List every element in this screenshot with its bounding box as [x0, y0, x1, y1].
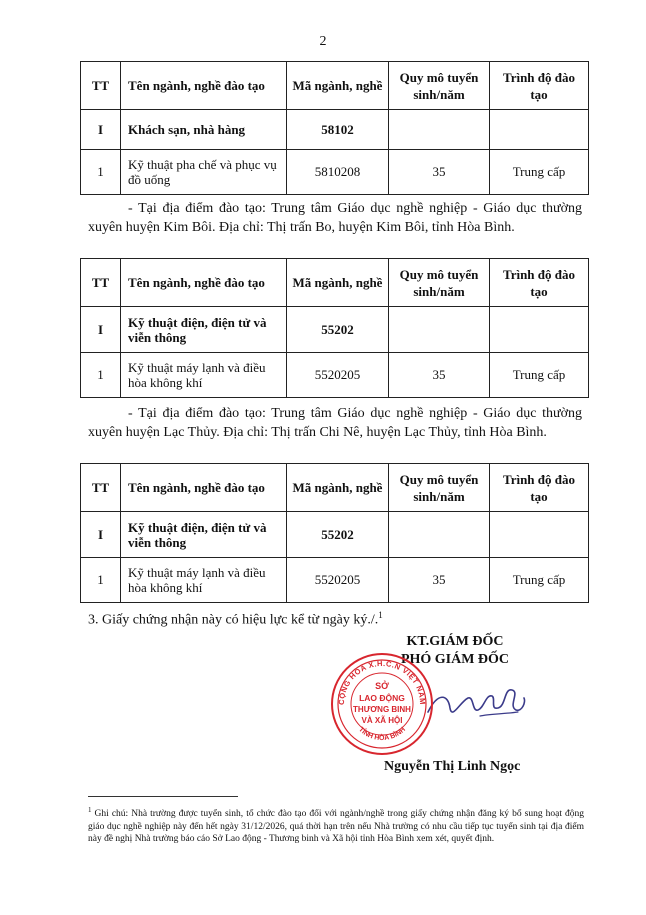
row-code: 5810208 — [287, 150, 389, 195]
signature-title-2: PHÓ GIÁM ĐỐC — [400, 652, 510, 667]
table-row — [81, 150, 589, 195]
header-scale: Quy mô tuyển sinh/năm — [389, 464, 490, 512]
stamp-line-2: LAO ĐỘNG — [359, 693, 405, 703]
group-code: 55202 — [287, 307, 389, 353]
stamp-ring-top: CỘNG HÒA X.H.C.N VIỆT NAM — [336, 658, 428, 706]
row-tt: 1 — [81, 558, 121, 603]
row-tt: 1 — [81, 353, 121, 398]
header-tt: TT — [81, 464, 121, 512]
row-scale: 35 — [389, 353, 490, 398]
training-table-2 — [80, 258, 589, 398]
header-code: Mã ngành, nghề — [287, 259, 389, 307]
header-level: Trình độ đào tạo — [490, 464, 589, 512]
table-group-row — [81, 110, 589, 150]
official-stamp — [330, 652, 434, 756]
footnote — [88, 804, 584, 846]
certificate-validity-note — [88, 610, 383, 629]
location-paragraph-1 — [88, 199, 582, 237]
handwritten-signature — [420, 672, 530, 732]
group-level — [490, 110, 589, 150]
header-scale: Quy mô tuyển sinh/năm — [389, 259, 490, 307]
header-tt: TT — [81, 62, 121, 110]
header-code: Mã ngành, nghề — [287, 62, 389, 110]
group-level — [490, 512, 589, 558]
stamp-ring-bottom: TỈNH HÒA BÌNH — [357, 726, 407, 743]
row-code: 5520205 — [287, 558, 389, 603]
footnote-marker: 1 — [88, 806, 92, 814]
group-name: Kỹ thuật điện, điện tử và viễn thông — [121, 307, 287, 353]
group-scale — [389, 307, 490, 353]
training-table-1 — [80, 61, 589, 195]
location-text-2: - Tại địa điểm đào tạo: Trung tâm Giáo dục nghề nghiệp - Giáo dục thường xuyên huyện Lạc Thủy. Địa chỉ: Thị trấn Chi Nê, huyện Lạc Thủy, tỉnh Hòa Bình. — [88, 406, 582, 440]
header-name: Tên ngành, nghề đào tạo — [121, 259, 287, 307]
table-row — [81, 353, 589, 398]
row-name: Kỹ thuật máy lạnh và điều hòa không khí — [121, 353, 287, 398]
group-level — [490, 307, 589, 353]
group-tt: I — [81, 307, 121, 353]
header-scale: Quy mô tuyển sinh/năm — [389, 62, 490, 110]
certificate-note-text: 3. Giấy chứng nhận này có hiệu lực kể từ ngày ký./. — [88, 612, 379, 628]
table-row — [81, 558, 589, 603]
footnote-reference: 1 — [378, 610, 383, 620]
header-level: Trình độ đào tạo — [490, 62, 589, 110]
table-group-row — [81, 307, 589, 353]
training-table-3 — [80, 463, 589, 603]
table-header-row — [81, 259, 589, 307]
group-tt: I — [81, 512, 121, 558]
header-name: Tên ngành, nghề đào tạo — [121, 62, 287, 110]
location-text-1: - Tại địa điểm đào tạo: Trung tâm Giáo dục nghề nghiệp - Giáo dục thường xuyên huyện Kim Bôi. Địa chỉ: Thị trấn Bo, huyện Kim Bôi, tỉnh Hòa Bình. — [88, 201, 582, 235]
group-scale — [389, 512, 490, 558]
row-scale: 35 — [389, 150, 490, 195]
row-level: Trung cấp — [490, 558, 589, 603]
header-tt: TT — [81, 259, 121, 307]
footnote-text: Ghi chú: Nhà trường được tuyển sinh, tổ chức đào tạo đối với ngành/nghề trong giấy chứng nhận đăng ký bổ sung hoạt động giáo dục nghề nghiệp này đến hết ngày 31/12/2026, quá thời hạn trên nếu Nhà trường có nhu cầu tiếp tục tuyển sinh tại địa điểm này đề nghị Nhà trường báo cáo Sở Lao động - Thương binh và Xã hội tỉnh Hòa Bình xem xét, quyết định. — [88, 809, 585, 845]
table-header-row — [81, 62, 589, 110]
location-paragraph-2 — [88, 404, 582, 442]
header-name: Tên ngành, nghề đào tạo — [121, 464, 287, 512]
group-code: 55202 — [287, 512, 389, 558]
svg-text:TỈNH HÒA BÌNH — [357, 726, 407, 742]
row-tt: 1 — [81, 150, 121, 195]
group-tt: I — [81, 110, 121, 150]
signer-name: Nguyễn Thị Linh Ngọc — [384, 759, 521, 774]
group-code: 58102 — [287, 110, 389, 150]
table-header-row — [81, 464, 589, 512]
group-scale — [389, 110, 490, 150]
footnote-divider — [88, 796, 238, 797]
stamp-line-1: SỞ — [375, 681, 389, 691]
stamp-line-4: VÀ XÃ HỘI — [361, 716, 403, 725]
row-name: Kỹ thuật máy lạnh và điều hòa không khí — [121, 558, 287, 603]
row-level: Trung cấp — [490, 150, 589, 195]
table-group-row — [81, 512, 589, 558]
row-code: 5520205 — [287, 353, 389, 398]
row-level: Trung cấp — [490, 353, 589, 398]
signature-title-1: KT.GIÁM ĐỐC — [406, 634, 504, 649]
row-name: Kỹ thuật pha chế và phục vụ đồ uống — [121, 150, 287, 195]
page-number: 2 — [319, 34, 327, 49]
group-name: Kỹ thuật điện, điện tử và viễn thông — [121, 512, 287, 558]
group-name: Khách sạn, nhà hàng — [121, 110, 287, 150]
stamp-line-3: THƯƠNG BINH — [353, 705, 411, 714]
header-code: Mã ngành, nghề — [287, 464, 389, 512]
header-level: Trình độ đào tạo — [490, 259, 589, 307]
row-scale: 35 — [389, 558, 490, 603]
